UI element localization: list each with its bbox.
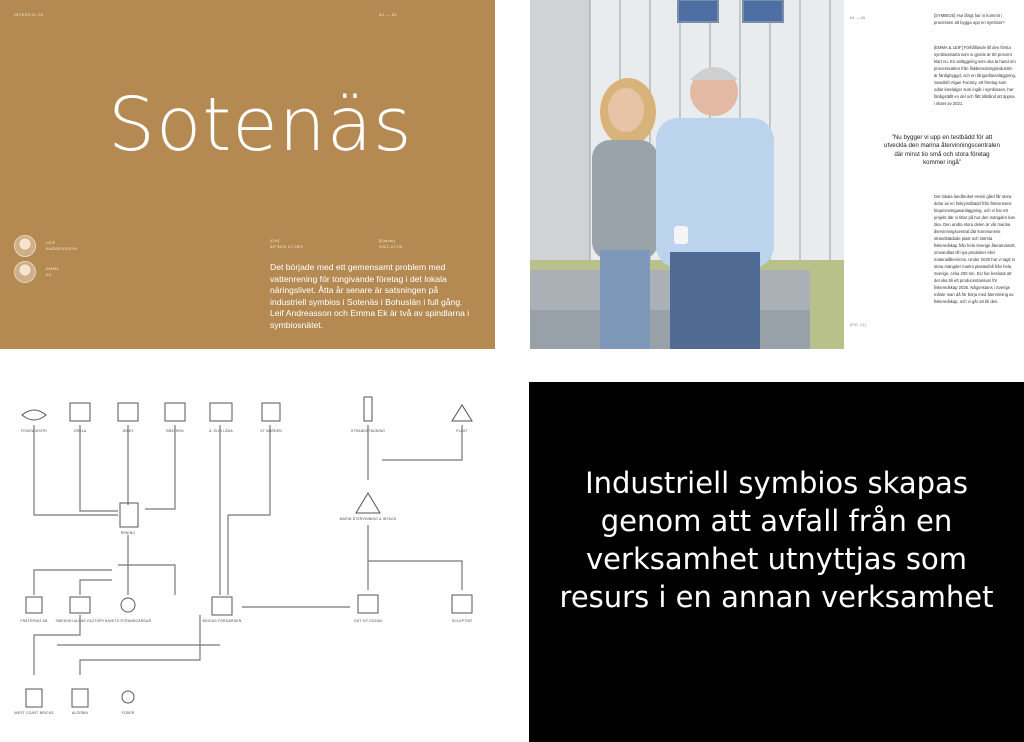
page-number: 64 — 65: [850, 15, 866, 20]
node-label: SCULPTOR: [451, 619, 472, 623]
person-leif: [14, 235, 77, 257]
node-label: MARIN ÅTERVINNING & INTAGS: [339, 517, 397, 521]
person-emma: [14, 261, 59, 283]
avatar: [14, 261, 36, 283]
portrait-photo: [530, 0, 844, 349]
node-label: A. ELIS LÅDA: [209, 429, 233, 433]
avatar: [14, 235, 36, 257]
location-meta: [Ort] 58°36'N 11°28'E: [270, 238, 304, 249]
page-title: Sotenäs: [108, 82, 413, 168]
title-page: [0, 0, 495, 349]
statement-panel: [529, 382, 1024, 742]
node-label: BRATHEN: [166, 429, 184, 433]
interview-question: [SYMBIOS] Hur långt har ni kommit i processen att bygga upp en symbios?: [934, 13, 1005, 25]
interview-answer: [EMMA & LEIF] Förhållande till den första symbiosstarta som vi gjorde är 80 procent klart nu. En anläggning som ska ta hand om processvatten från fiskberedningsindustrin är färdigbyggd, och en tångodlaranläggning, Swedish Algae Factory, ett företag som odlar kiselalger som ingår i symbiosen, har färdigställt en del och fått tillstånd att öppna i slutet av 2021.: [934, 45, 1016, 106]
node-label: FRÄTERVAT AB: [20, 619, 48, 623]
node-label: PLAST: [456, 429, 468, 433]
figure-label: [FIG. 21]: [850, 322, 866, 327]
node-label: FISKINDUSTRI: [21, 429, 47, 433]
node-label: ORKLA: [73, 429, 87, 433]
date-meta: [Datum] 2021-07-05: [379, 238, 403, 249]
pull-quote: ”Nu bygger vi upp en testbädd för att utveckla den marina återvinningscentralen där minst tio små och stora företag kommer ingå”: [884, 134, 1000, 167]
statement-text: Industriell symbios skapas genom att avfall från en verksamhet utnyttjas som resurs i en annan verksamhet: [559, 466, 994, 614]
node-label: STRANDSTÄDNING: [350, 429, 386, 433]
node-label: JEBEY: [122, 429, 134, 433]
node-label: ALGEBIN: [71, 711, 89, 715]
page-number: 64 — 65: [379, 12, 397, 17]
person-name: EMMA EK: [46, 266, 60, 277]
node-label: OUT OF OCEAN: [353, 619, 383, 623]
node-label: HAVETS STRANDGÅRDAR: [104, 619, 152, 623]
node-label: FODER: [121, 711, 135, 715]
node-label: BIOGAS FÖRGÄRDEN: [202, 619, 242, 623]
lead-paragraph: Det började med ett gemensamt problem med vattenrening för tongivande företag i det lokala näringslivet. Åtta år senare är satsningen på industriell symbios i Sotenäs i Bohuslän i full gång. Leif Andreasson och Emma Ek är två av spindlarna i symbiosnätet.: [270, 262, 470, 330]
node-label: ST NORDEN: [260, 429, 282, 433]
node-label: WEST COAST BRICKS: [14, 711, 54, 715]
node-label: RENING: [120, 531, 136, 535]
person-name: LEIF ANDREASSON: [46, 240, 78, 251]
page-header-left: INTERVJU 02: [14, 12, 44, 17]
node-label: SWEDISH ALGAE FACTORY: [55, 619, 105, 623]
symbiosis-diagram: [0, 385, 497, 742]
interview-text-page: [844, 0, 1024, 349]
body-text: Det lokala landbruket Hensi gård får stora delar av en fiskrymdbädd från fiskrensens bioprocessgasanläggning, och vi har ett projekt där vi tittar på hur den mängden kan öka. Den andra stora delen är vår marina återvinningscentral där kommunens strandstädade plast och största fiskeredskap från hela Sverige återanvänds, omvandlas till nya produkter eller materialåtervinns. Under 2020 har vi tagit in stora mängder marint plastavfall från hela Sverige, cirka 200 ton. EU har beslutat att det ska bli ett producentansvar för fiskeredskap 2025. Någonstans i Sverige måste man då för börja med återvinning av fiskeredskap, och vi går att bli den.: [934, 194, 1016, 304]
diagram-lines: [0, 385, 497, 742]
